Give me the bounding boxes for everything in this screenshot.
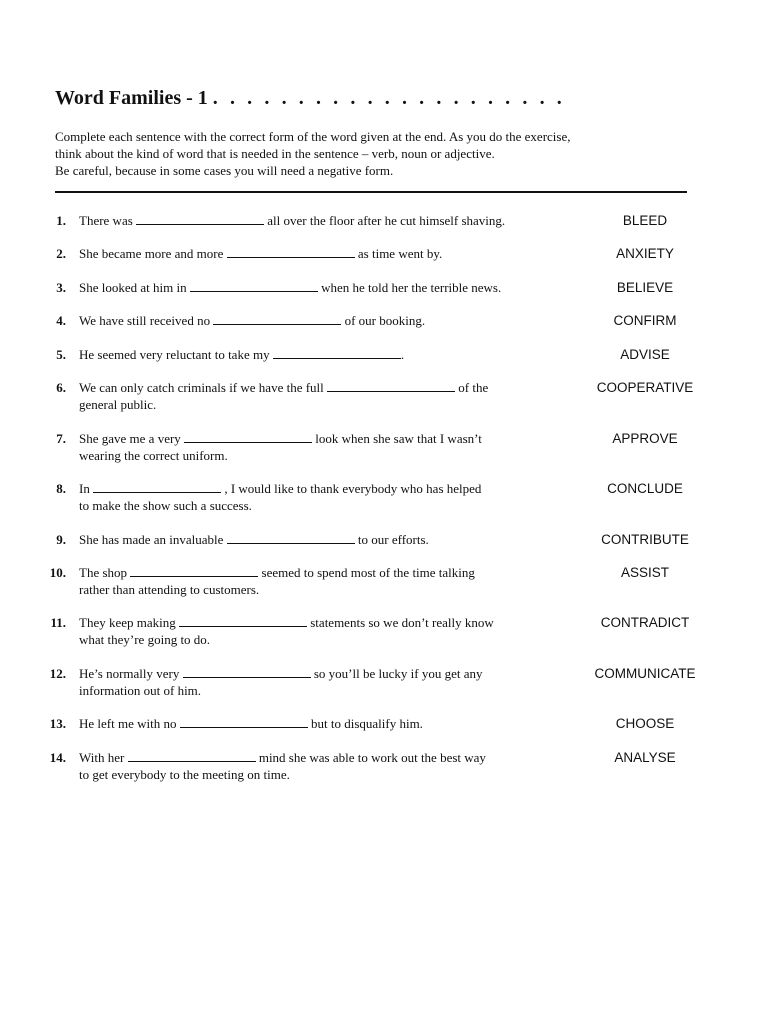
sentence-before: He left me with no xyxy=(79,716,180,731)
sentence-before: She has made an invaluable xyxy=(79,532,227,547)
base-word: BLEED xyxy=(622,213,668,228)
base-word: COOPERATIVE xyxy=(596,380,694,395)
sentence-line xyxy=(79,212,559,229)
exercise-number: 9. xyxy=(56,532,66,547)
exercise-number: 10. xyxy=(49,565,66,580)
sentence-after: . xyxy=(400,347,405,362)
sentence-line xyxy=(79,379,559,396)
exercise-number: 3. xyxy=(56,280,66,295)
instruction-line: Complete each sentence with the correct form of the word given at the end. As you do the exercise, xyxy=(55,129,571,144)
exercise-sentence xyxy=(79,531,559,548)
sentence-before: She became more and more xyxy=(79,246,227,261)
exercise-number: 1. xyxy=(56,213,66,228)
answer-blank xyxy=(273,347,401,359)
sentence-continuation: to make the show such a success. xyxy=(79,498,252,513)
sentence-after: when he told her the terrible news. xyxy=(317,280,502,295)
exercise-number: 6. xyxy=(56,380,66,395)
exercise-sentence xyxy=(79,312,559,329)
base-word: CHOOSE xyxy=(615,716,675,731)
sentence-after: seemed to spend most of the time talking xyxy=(258,565,475,580)
base-word: APPROVE xyxy=(612,431,678,446)
sentence-before: In xyxy=(79,481,94,496)
answer-blank xyxy=(136,213,264,225)
base-word: CONFIRM xyxy=(613,313,677,328)
sentence-line xyxy=(79,346,559,363)
answer-blank xyxy=(327,380,455,392)
instruction-line: Be careful, because in some cases you will need a negative form. xyxy=(55,163,394,178)
sentence-before: He’s normally very xyxy=(79,666,183,681)
exercise-sentence xyxy=(79,346,559,363)
sentence-continuation: what they’re going to do. xyxy=(79,632,211,647)
exercise-sentence xyxy=(79,245,559,262)
answer-blank xyxy=(128,750,256,762)
answer-blank xyxy=(180,716,308,728)
sentence-after: , I would like to thank everybody who has helped xyxy=(221,481,482,496)
exercise-number: 4. xyxy=(56,313,66,328)
sentence-line xyxy=(79,564,559,581)
answer-blank xyxy=(227,532,355,544)
sentence-before: The shop xyxy=(79,565,131,580)
exercise-number: 5. xyxy=(56,347,66,362)
sentence-before: We have still received no xyxy=(79,313,214,328)
answer-blank xyxy=(227,246,355,258)
answer-blank xyxy=(183,666,311,678)
sentence-line xyxy=(79,749,559,766)
sentence-before: She gave me a very xyxy=(79,431,185,446)
divider xyxy=(55,191,687,193)
sentence-after: to our efforts. xyxy=(354,532,429,547)
sentence-continuation: rather than attending to customers. xyxy=(79,582,260,597)
sentence-before: They keep making xyxy=(79,615,179,630)
title-dots: . . . . . . . . . . . . . . . . . . . . . xyxy=(212,87,566,109)
sentence-continuation: information out of him. xyxy=(79,683,202,698)
exercise-sentence xyxy=(79,564,559,598)
sentence-after: so you’ll be lucky if you get any xyxy=(310,666,483,681)
base-word: ANXIETY xyxy=(616,246,674,261)
sentence-line xyxy=(79,715,559,732)
exercise-sentence xyxy=(79,430,559,464)
base-word: CONCLUDE xyxy=(607,481,683,496)
base-word: ADVISE xyxy=(620,347,670,362)
exercise-sentence xyxy=(79,379,559,413)
exercise-sentence xyxy=(79,279,559,296)
sentence-continuation: general public. xyxy=(79,397,157,412)
instructions xyxy=(55,128,695,179)
sentence-after: but to disqualify him. xyxy=(307,716,423,731)
exercise-sentence xyxy=(79,665,559,699)
answer-blank xyxy=(213,313,341,325)
sentence-before: He seemed very reluctant to take my xyxy=(79,347,273,362)
exercise-number: 13. xyxy=(49,716,66,731)
exercise-sentence xyxy=(79,614,559,648)
exercise-sentence xyxy=(79,212,559,229)
sentence-line xyxy=(79,531,559,548)
sentence-line xyxy=(79,312,559,329)
sentence-line xyxy=(79,614,559,631)
sentence-line xyxy=(79,480,559,497)
sentence-after: look when she saw that I wasn’t xyxy=(312,431,482,446)
exercise-sentence xyxy=(79,480,559,514)
base-word: CONTRIBUTE xyxy=(601,532,689,547)
sentence-before: She looked at him in xyxy=(79,280,190,295)
sentence-after: as time went by. xyxy=(354,246,443,261)
sentence-line xyxy=(79,665,559,682)
sentence-before: There was xyxy=(79,213,137,228)
sentence-after: statements so we don’t really know xyxy=(307,615,494,630)
answer-blank xyxy=(179,615,307,627)
answer-blank xyxy=(93,481,221,493)
base-word: CONTRADICT xyxy=(600,615,690,630)
sentence-after: of our booking. xyxy=(341,313,426,328)
page-title xyxy=(55,87,565,110)
base-word: BELIEVE xyxy=(616,280,674,295)
page-title-text: Word Families - 1 xyxy=(55,87,208,109)
exercise-sentence xyxy=(79,715,559,732)
exercise-number: 7. xyxy=(56,431,66,446)
exercise-number: 11. xyxy=(50,615,66,630)
base-word: ASSIST xyxy=(620,565,669,580)
base-word: ANALYSE xyxy=(614,750,676,765)
sentence-line xyxy=(79,245,559,262)
sentence-after: mind she was able to work out the best way xyxy=(255,750,486,765)
sentence-continuation: wearing the correct uniform. xyxy=(79,448,228,463)
sentence-after: of the xyxy=(455,380,489,395)
exercise-number: 2. xyxy=(56,246,66,261)
exercise-number: 12. xyxy=(49,666,66,681)
sentence-line xyxy=(79,279,559,296)
sentence-before: With her xyxy=(79,750,128,765)
instruction-line: think about the kind of word that is needed in the sentence – verb, noun or adjective. xyxy=(55,146,495,161)
answer-blank xyxy=(184,431,312,443)
exercise-sentence xyxy=(79,749,559,783)
answer-blank xyxy=(130,565,258,577)
sentence-before: We can only catch criminals if we have the full xyxy=(79,380,328,395)
sentence-after: all over the floor after he cut himself shaving. xyxy=(264,213,506,228)
exercise-number: 14. xyxy=(49,750,66,765)
answer-blank xyxy=(190,280,318,292)
exercise-number: 8. xyxy=(56,481,66,496)
sentence-continuation: to get everybody to the meeting on time. xyxy=(79,767,290,782)
base-word: COMMUNICATE xyxy=(594,666,696,681)
sentence-line xyxy=(79,430,559,447)
